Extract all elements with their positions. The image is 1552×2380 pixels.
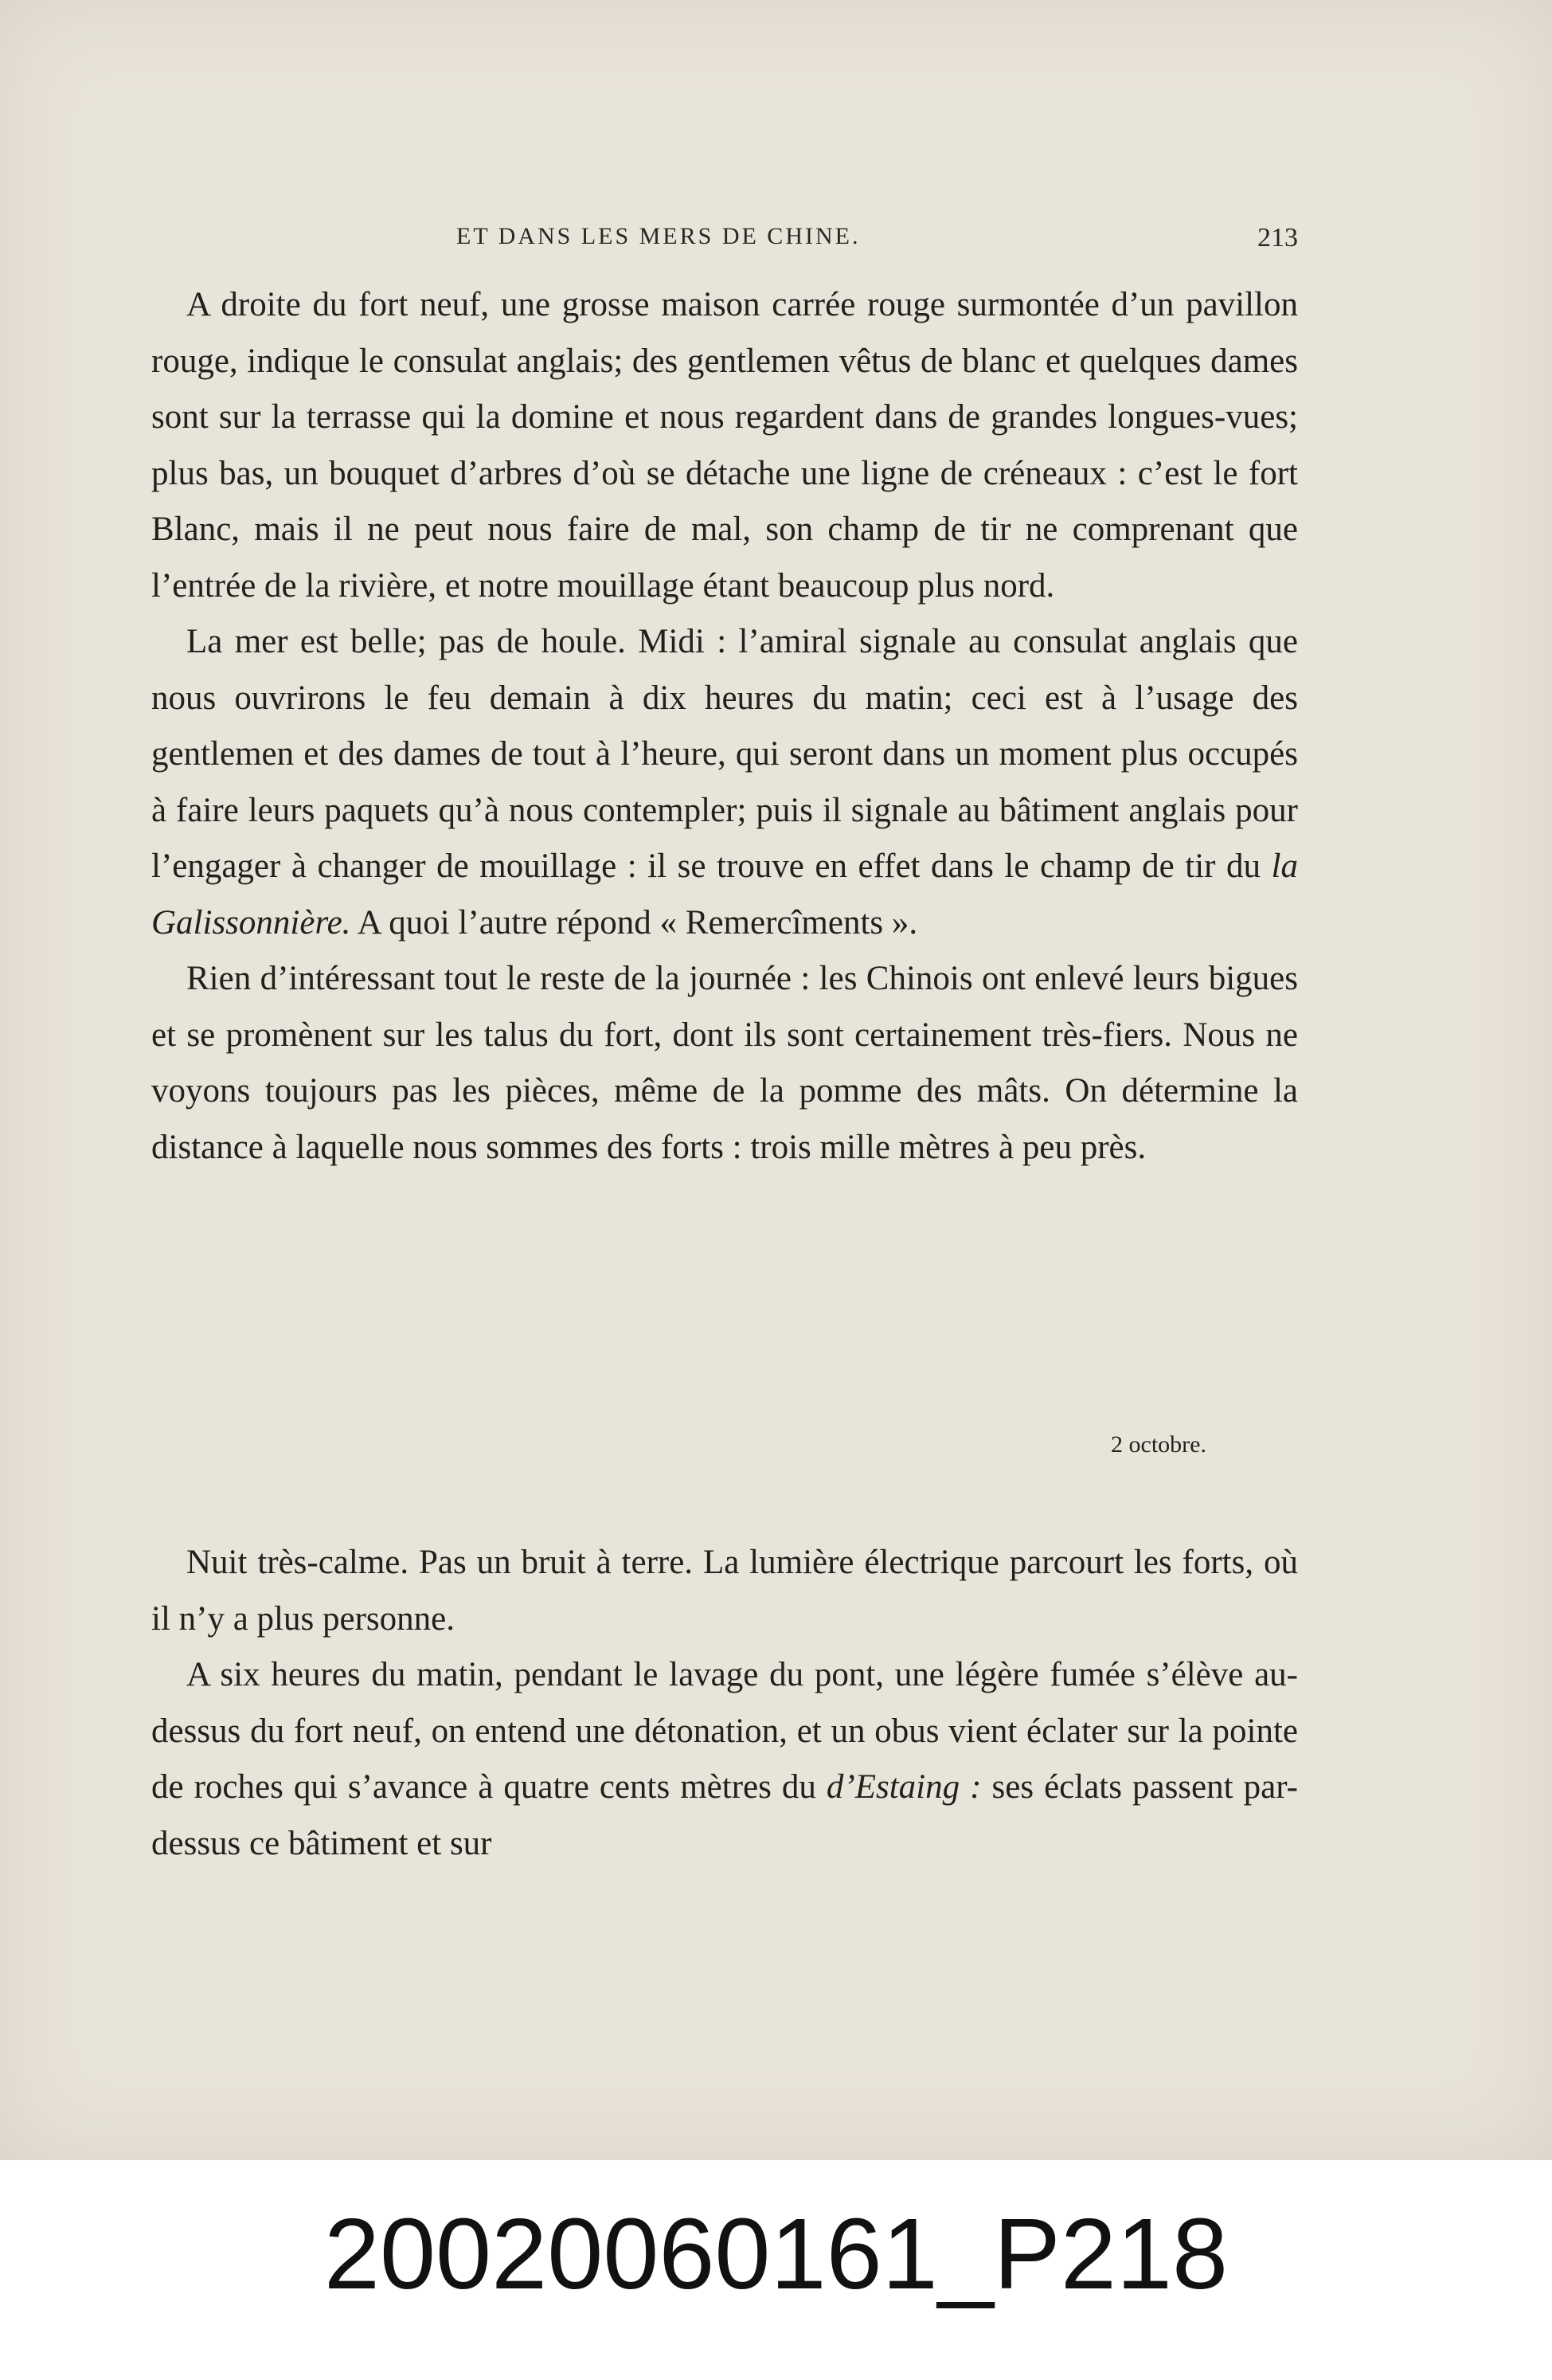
- running-head: [151, 223, 1298, 263]
- running-title: ET DANS LES MERS DE CHINE.: [456, 223, 861, 249]
- paragraph-3: Rien d’intéressant tout le reste de la journée : les Chinois ont enlevé leurs bigues et se promènent sur les talus du fort, dont ils sont certainement très-fiers. Nous ne voyons toujours pas les pièces, même de la pomme des mâts. On détermine la distance à laquelle nous sommes des forts : trois mille mètres à peu près.: [151, 960, 1298, 1166]
- paragraph-2-text: La mer est belle; pas de houle. Midi : l’amiral signale au consulat anglais que nous ouvrirons le feu demain à dix heures du matin; ceci est à l’usage des gentlemen et des dames de tout à l’heure, qui seront dans un moment plus occupés à faire leurs paquets qu’à nous contempler; puis il signale au bâtiment anglais pour l’engager à changer de mouillage : il se trouve en effet dans le champ de tir du: [151, 623, 1298, 885]
- ship-name-destaing: d’Estaing :: [826, 1768, 982, 1806]
- paragraph-1: A droite du fort neuf, une grosse maison carrée rouge surmontée d’un pavillon rouge, indique le consulat anglais; des gentlemen vêtus de blanc et quelques dames sont sur la terrasse qui la domine et nous regardent dans de grandes longues-vues; plus bas, un bouquet d’arbres d’où se détache une ligne de créneaux : c’est le fort Blanc, mais il ne peut nous faire de mal, son champ de tir ne comprenant que l’entrée de la rivière, et notre mouillage étant beaucoup plus nord.: [151, 286, 1298, 605]
- ship-name-galissonniere: la Galissonnière.: [151, 847, 1298, 941]
- paragraph-2: [151, 614, 1298, 951]
- paragraph-4: Nuit très-calme. Pas un bruit à terre. La lumière électrique parcourt les forts, où il n’y a plus personne.: [151, 1544, 1298, 1638]
- date-entry: 2 octobre.: [1111, 1431, 1206, 1458]
- catalog-id: 20020060161_P218: [323, 2198, 1229, 2310]
- paragraph-5-text: A six heures du matin, pendant le lavage du pont, une légère fumée s’élève au-dessus du fort neuf, on entend une détonation, et un obus vient éclater sur la pointe de roches qui s’avance à quatre cents mètres du: [151, 1656, 1298, 1806]
- text-block-main: [151, 277, 1298, 1176]
- page-number: 213: [1257, 223, 1298, 252]
- paragraph-5-ending: ses éclats passent par-dessus ce bâtiment et sur: [151, 1768, 1298, 1862]
- paragraph-2-ending: A quoi l’autre répond « Remercîments ».: [350, 903, 918, 941]
- text-block-dated: [151, 1535, 1298, 1872]
- paragraph-5: [151, 1647, 1298, 1872]
